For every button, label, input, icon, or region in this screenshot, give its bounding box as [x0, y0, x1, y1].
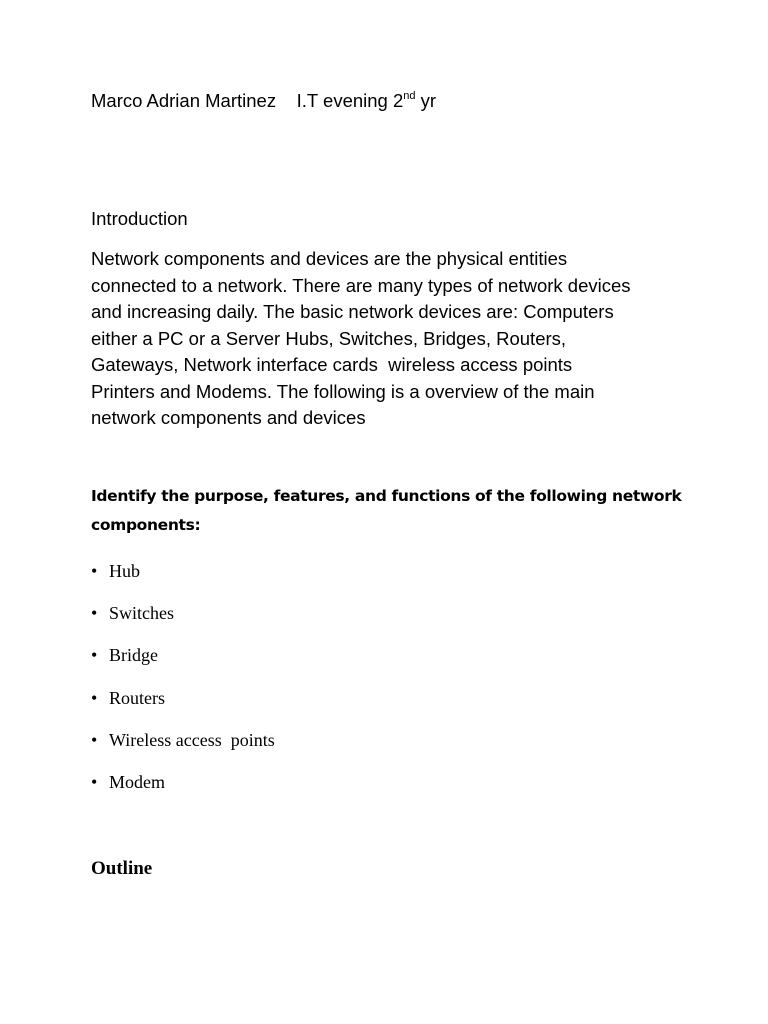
introduction-heading: Introduction: [91, 208, 188, 229]
course-label: I.T evening 2: [296, 90, 404, 111]
list-item-label: Modem: [109, 771, 165, 792]
bullet-glyph: •: [91, 729, 98, 750]
paragraph-line: Network components and devices are the physical entities: [91, 248, 568, 269]
author-header: [91, 89, 436, 113]
year-label: yr: [415, 90, 437, 111]
component-list: [91, 559, 275, 812]
list-item: [91, 559, 275, 601]
list-item: [91, 601, 275, 643]
list-item: [91, 643, 275, 685]
paragraph-line: and increasing daily. The basic network devices are: Computers: [91, 301, 614, 322]
list-item: [91, 728, 275, 770]
outline-heading: Outline: [91, 858, 153, 879]
task-heading-line: Identify the purpose, features, and functions of the following network: [91, 487, 682, 505]
paragraph-line: Gateways, Network interface cards wireless access points: [91, 354, 573, 375]
task-heading-line: components:: [91, 516, 201, 534]
list-item-label: Switches: [109, 603, 174, 624]
list-item-label: Hub: [109, 561, 140, 581]
paragraph-line: Printers and Modems. The following is a overview of the main: [91, 380, 595, 402]
paragraph-line: either a PC or a Server Hubs, Switches, Bridges, Routers,: [91, 327, 567, 349]
bullet-glyph: •: [91, 561, 98, 581]
list-item-label: Routers: [109, 687, 165, 708]
bullet-glyph: •: [91, 603, 98, 624]
paragraph-line: connected to a network. There are many types of network devices: [91, 274, 631, 296]
paragraph-line: network components and devices: [91, 407, 366, 428]
author-name: Marco Adrian Martinez: [91, 90, 277, 111]
bullet-glyph: •: [91, 645, 98, 666]
task-heading: [91, 482, 711, 540]
list-item-label: Wireless access points: [109, 729, 275, 750]
bullet-glyph: •: [91, 771, 98, 792]
list-item: [91, 770, 275, 812]
list-item-label: Bridge: [109, 645, 158, 666]
ordinal-suffix: nd: [403, 90, 416, 102]
list-item: [91, 686, 275, 728]
bullet-glyph: •: [91, 687, 98, 708]
introduction-paragraph: [91, 246, 691, 432]
